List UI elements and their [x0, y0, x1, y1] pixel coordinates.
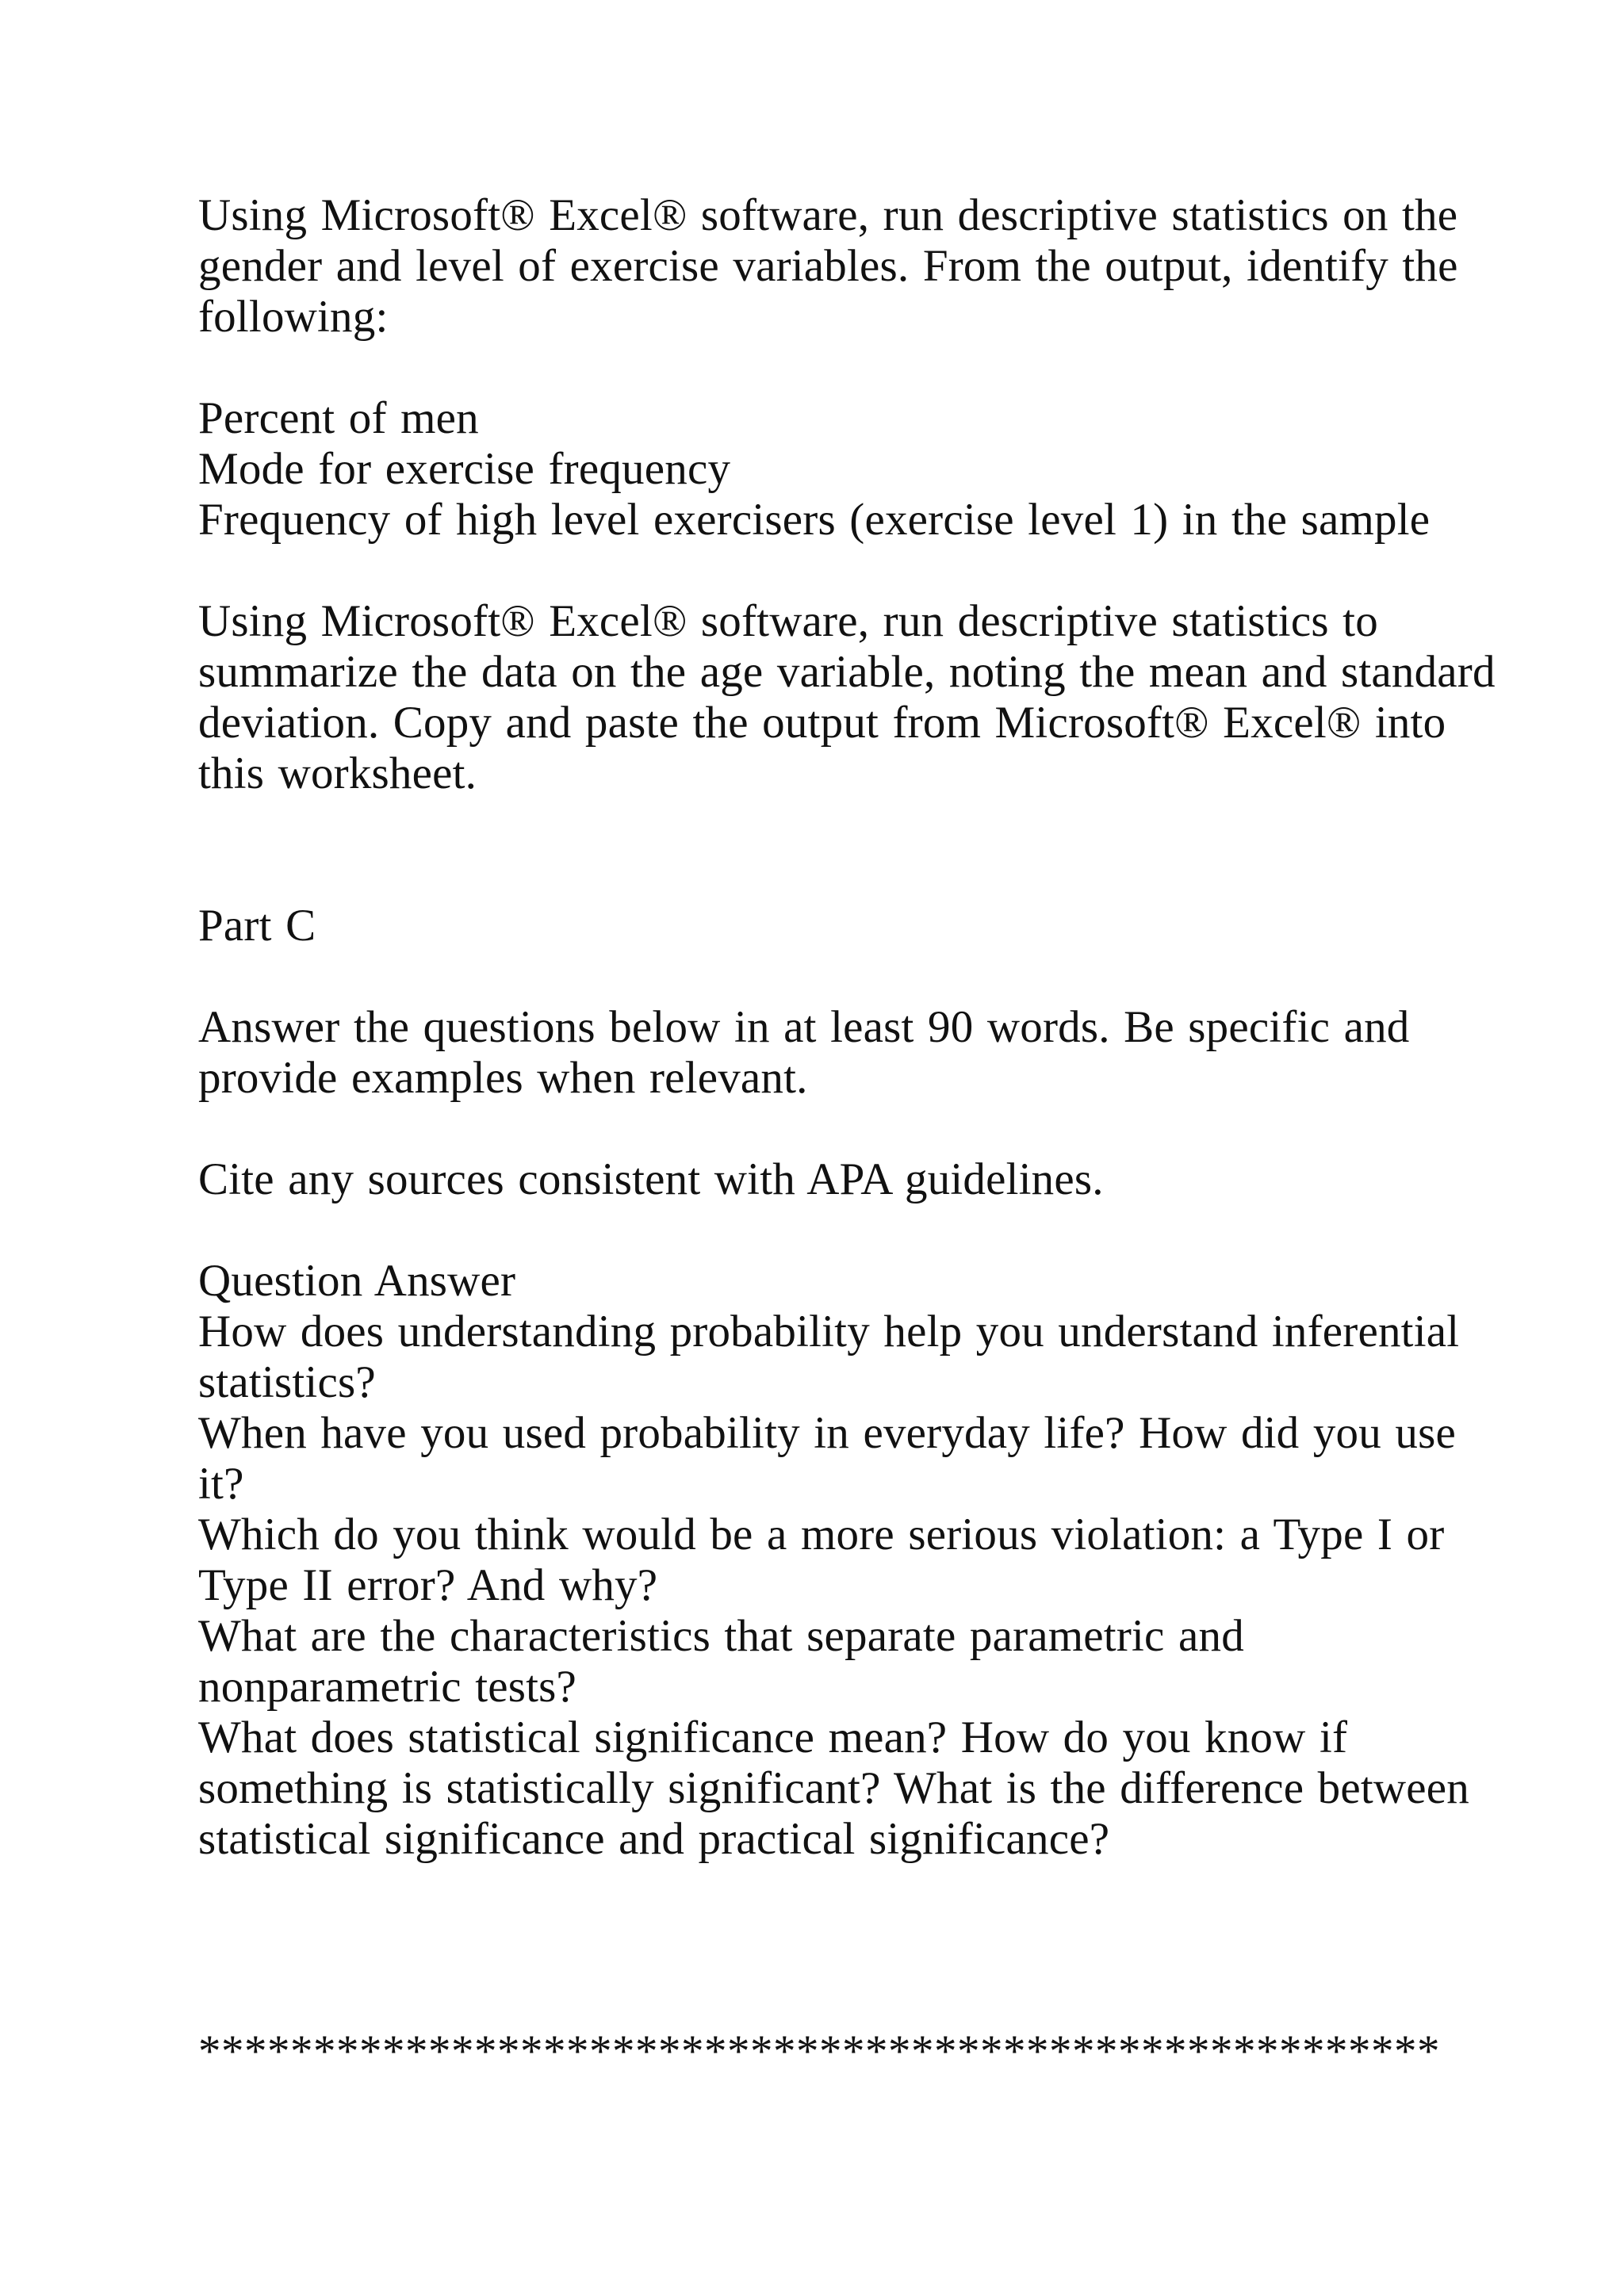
excel-task-age: [198, 596, 1496, 799]
question-line: How does understanding probability help you understand inferential: [198, 1307, 1460, 1357]
questions-list: [198, 1307, 1467, 1865]
question-line: something is statistically significant? What is the difference between: [198, 1763, 1469, 1813]
list-item: Frequency of high level exercisers (exercise level 1) in the sample: [198, 495, 1431, 545]
question-line: Type II error? And why?: [198, 1560, 658, 1610]
question-answer-header: Question Answer: [198, 1256, 516, 1306]
document-body: [198, 190, 1496, 1865]
excel-task-gender-exercise: [198, 190, 1467, 342]
paragraph-line: Using Microsoft® Excel® software, run descriptive statistics to: [198, 596, 1378, 646]
part-c-instructions: [198, 1002, 1467, 1104]
question-line: Which do you think would be a more serious violation: a Type I or: [198, 1510, 1445, 1559]
paragraph-line: provide examples when relevant.: [198, 1053, 808, 1103]
question-line: nonparametric tests?: [198, 1662, 577, 1712]
part-c-heading: Part C: [198, 901, 316, 951]
question-line: it?: [198, 1459, 244, 1509]
paragraph-line: deviation. Copy and paste the output from Microsoft® Excel® into: [198, 698, 1446, 748]
question-line: statistical significance and practical significance?: [198, 1814, 1110, 1864]
asterisk-separator: ******************************************************: [198, 2026, 1440, 2076]
list-item: Mode for exercise frequency: [198, 444, 731, 494]
question-line: When have you used probability in everyday life? How did you use: [198, 1408, 1456, 1458]
paragraph-line: Answer the questions below in at least 90 words. Be specific and: [198, 1002, 1410, 1052]
items-to-identify-list: [198, 393, 1467, 545]
list-item: Percent of men: [198, 393, 479, 443]
question-line: statistics?: [198, 1357, 376, 1407]
paragraph-line: Using Microsoft® Excel® software, run descriptive statistics on the: [198, 190, 1458, 240]
paragraph-line: summarize the data on the age variable, noting the mean and standard: [198, 647, 1496, 697]
question-line: What are the characteristics that separate parametric and: [198, 1611, 1244, 1661]
question-line: What does statistical significance mean? How do you know if: [198, 1712, 1348, 1762]
paragraph-line: gender and level of exercise variables. From the output, identify the: [198, 241, 1458, 291]
paragraph-line: this worksheet.: [198, 748, 477, 798]
citation-note: Cite any sources consistent with APA guidelines.: [198, 1154, 1104, 1204]
paragraph-line: following:: [198, 292, 389, 342]
